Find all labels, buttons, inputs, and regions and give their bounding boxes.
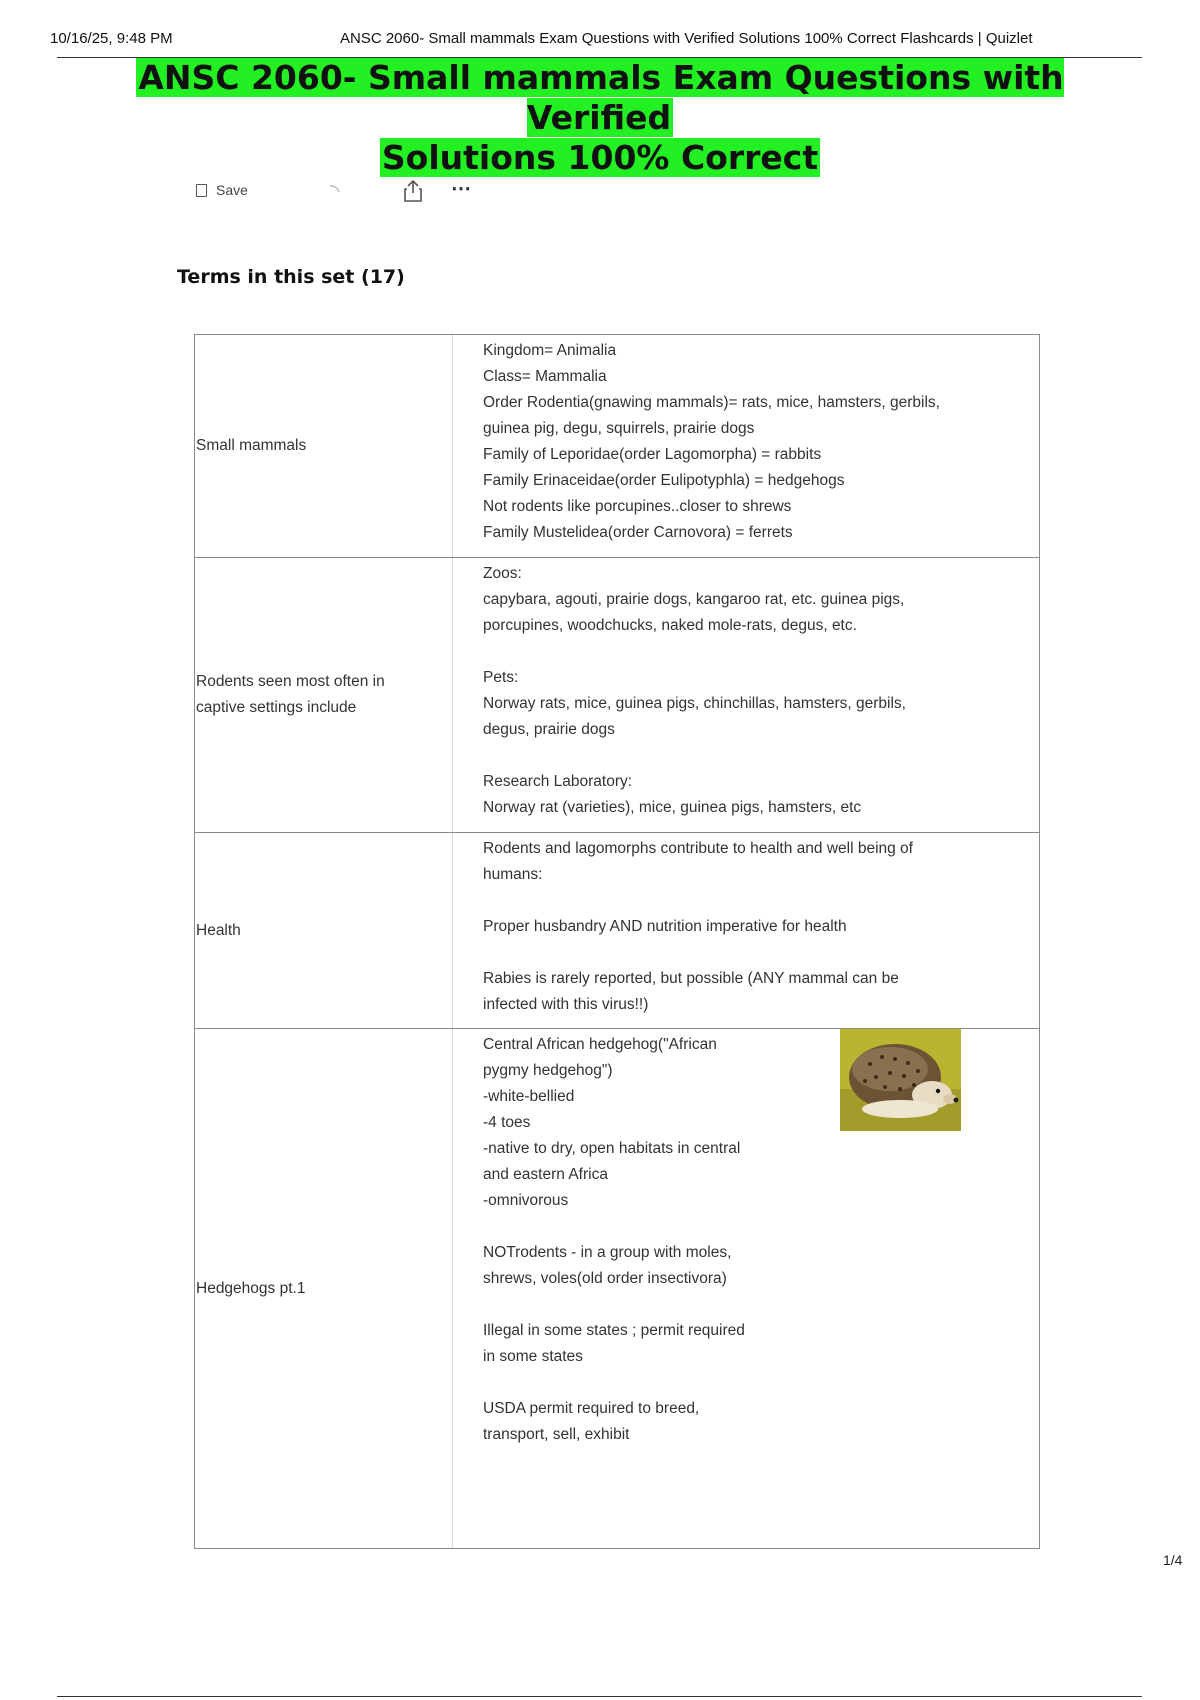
definition-line: Family of Leporidae(order Lagomorpha) = rabbits (483, 446, 822, 463)
flashcard-row (195, 1028, 1039, 1548)
definition-line: -omnivorous (483, 1192, 569, 1209)
footer-divider (57, 1696, 1142, 1697)
definition-line (483, 940, 1029, 966)
definition-line: porcupines, woodchucks, naked mole-rats, degus, etc. (483, 617, 857, 634)
terms-heading: Terms in this set (17) (177, 266, 405, 288)
definition-line (483, 639, 1029, 665)
save-label: Save (216, 182, 248, 198)
definition-line: guinea pig, degu, squirrels, prairie dogs (483, 420, 755, 437)
definition-line: Pets: (483, 669, 519, 686)
definition-line: capybara, agouti, prairie dogs, kangaroo rat, etc. guinea pigs, (483, 591, 905, 608)
card-definition (453, 1029, 1039, 1548)
hedgehog-photo (840, 1029, 961, 1131)
definition-line: USDA permit required to breed, (483, 1400, 700, 1417)
definition-line: Illegal in some states ; permit required (483, 1322, 745, 1339)
definition-line: transport, sell, exhibit (483, 1426, 630, 1443)
definition-line: infected with this virus!!) (483, 996, 649, 1013)
card-definition (453, 335, 1039, 557)
share-icon[interactable] (402, 179, 424, 203)
card-term: Hedgehogs pt.1 (195, 1029, 453, 1548)
definition-line: shrews, voles(old order insectivora) (483, 1270, 727, 1287)
print-header (50, 26, 1150, 56)
title-line-1: ANSC 2060- Small mammals Exam Questions with Verified (138, 58, 1064, 137)
definition-line (483, 888, 1029, 914)
definition-line: Rabies is rarely reported, but possible (ANY mammal can be (483, 970, 899, 987)
definition-line: and eastern Africa (483, 1166, 608, 1183)
definition-line: humans: (483, 866, 543, 883)
card-term (195, 558, 453, 832)
definition-line: Family Erinaceidae(order Eulipotyphla) = hedgehogs (483, 472, 845, 489)
document-title (120, 58, 1080, 178)
definition-line: degus, prairie dogs (483, 721, 615, 738)
card-definition (453, 833, 1039, 1028)
definition-line: -4 toes (483, 1114, 531, 1131)
flashcard-table (194, 334, 1040, 1549)
definition-line: Rodents and lagomorphs contribute to health and well being of (483, 840, 913, 857)
more-options-icon[interactable]: ⋯ (451, 178, 472, 200)
card-term-text: Rodents seen most often in captive settings include (196, 673, 385, 716)
flashcard-row (195, 557, 1039, 832)
definition-line (483, 743, 1029, 769)
definition-line (483, 1370, 949, 1396)
definition-line: Norway rats, mice, guinea pigs, chinchillas, hamsters, gerbils, (483, 695, 906, 712)
definition-line (483, 1292, 949, 1318)
definition-line: Order Rodentia(gnawing mammals)= rats, mice, hamsters, gerbils, (483, 394, 940, 411)
definition-line: -white-bellied (483, 1088, 575, 1105)
card-term: Small mammals (195, 335, 453, 557)
definition-line: pygmy hedgehog") (483, 1062, 613, 1079)
title-line-2: Solutions 100% Correct (381, 138, 819, 177)
definition-line: in some states (483, 1348, 583, 1365)
card-term: Health (195, 833, 453, 1028)
definition-line: Class= Mammalia (483, 368, 607, 385)
definition-line: Norway rat (varieties), mice, guinea pigs, hamsters, etc (483, 799, 862, 816)
definition-line: Proper husbandry AND nutrition imperative for health (483, 918, 847, 935)
definition-line: Central African hedgehog("African (483, 1036, 717, 1053)
flashcard-row (195, 335, 1039, 557)
loading-spinner-icon (324, 182, 344, 202)
card-definition (453, 558, 1039, 832)
definition-line: Family Mustelidea(order Carnovora) = ferrets (483, 524, 793, 541)
definition-line: NOTrodents - in a group with moles, (483, 1244, 732, 1261)
print-date: 10/16/25, 9:48 PM (50, 30, 173, 47)
definition-line: -native to dry, open habitats in central (483, 1140, 741, 1157)
definition-line: Research Laboratory: (483, 773, 633, 790)
save-button[interactable] (196, 182, 248, 198)
definition-line: Kingdom= Animalia (483, 342, 617, 359)
definition-line: Zoos: (483, 565, 522, 582)
definition-line (483, 1214, 949, 1240)
page-number: 1/4 (1163, 1552, 1183, 1568)
bookmark-icon (196, 184, 207, 197)
print-page-title: ANSC 2060- Small mammals Exam Questions with Verified Solutions 100% Correct Flashcards | Quizlet (340, 30, 1033, 47)
flashcard-row (195, 832, 1039, 1028)
definition-line: Not rodents like porcupines..closer to shrews (483, 498, 792, 515)
